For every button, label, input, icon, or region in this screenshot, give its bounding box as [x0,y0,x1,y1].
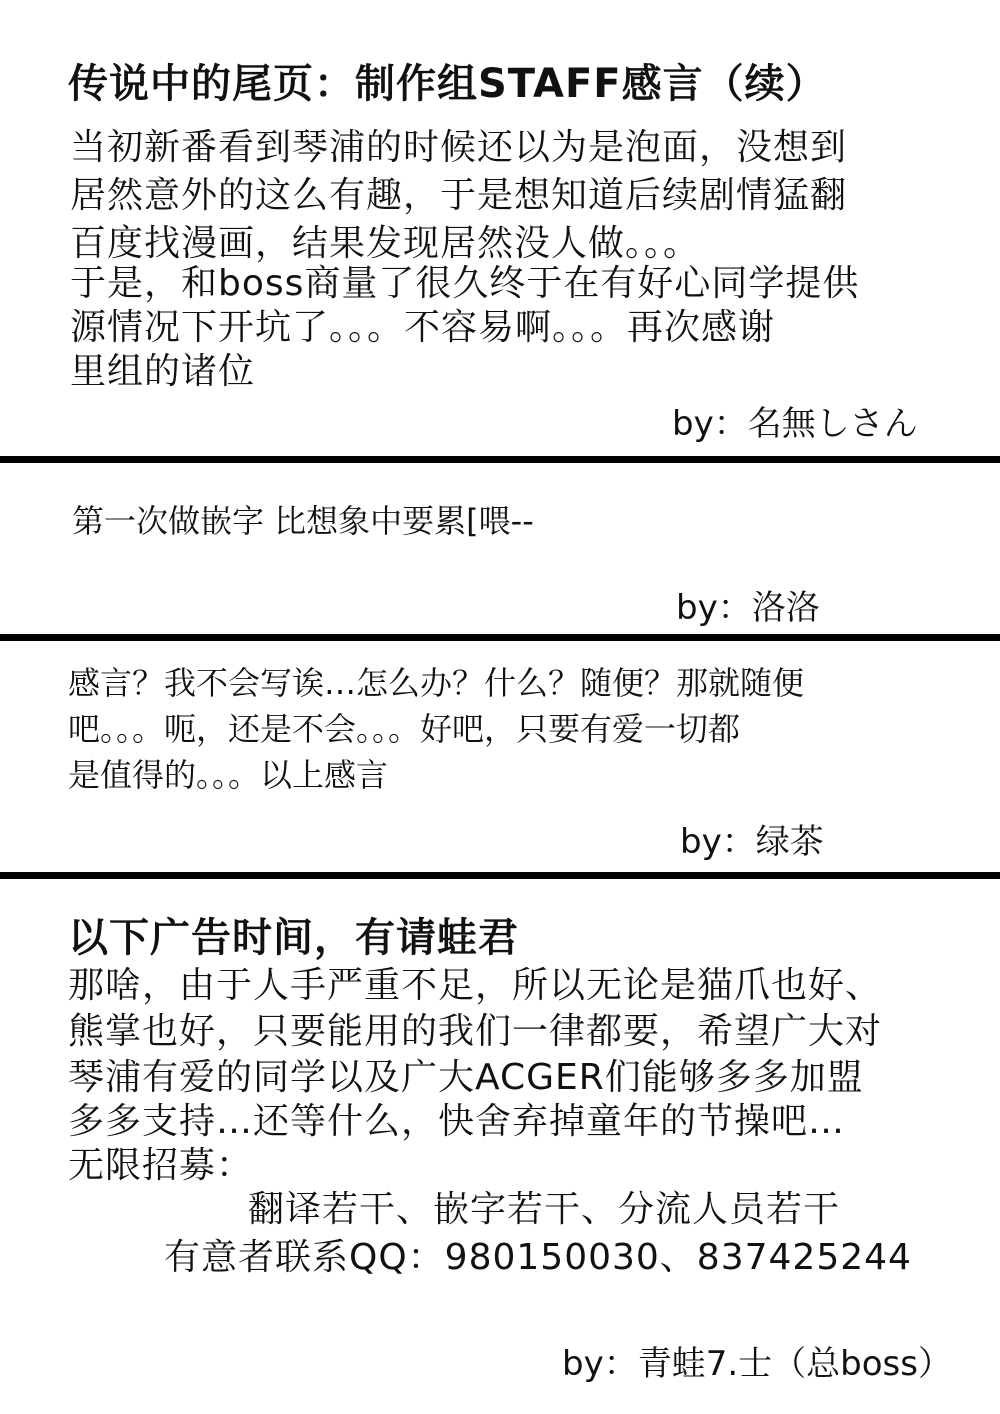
signature: by：青蛙7.士（总boss） [562,1344,952,1384]
ad-line: 那啥，由于人手严重不足，所以无论是猫爪也好、 [68,965,883,1006]
comment-line: 于是，和boss商量了很久终于在有好心同学提供 [70,263,860,304]
signature: by：绿茶 [680,822,824,862]
comment-line: 源情况下开坑了。。。不容易啊。。。再次感谢 [70,307,776,348]
signature: by：名無しさん [672,404,918,444]
contact-qq: 有意者联系QQ：980150030、837425244 [164,1237,912,1278]
page-title: 传说中的尾页：制作组STAFF感言（续） [68,61,827,107]
ad-line: 熊掌也好，只要能用的我们一律都要，希望广大对 [68,1011,883,1052]
section-title: 以下广告时间，有请蛙君 [68,915,519,961]
comment-line: 吧。。。呃，还是不会。。。好吧，只要有爱一切都 [68,710,741,748]
divider [0,456,1000,463]
comment-line: 当初新番看到琴浦的时候还以为是泡面，没想到 [70,127,848,168]
divider [0,634,1000,641]
comment-line: 里组的诸位 [70,351,256,392]
ad-line: 琴浦有爱的同学以及广大ACGER们能够多多加盟 [68,1057,864,1098]
comment-line: 是值得的。。。以上感言 [68,756,389,794]
ad-line: 无限招募： [68,1145,254,1186]
recruit-positions: 翻译若干、嵌字若干、分流人员若干 [248,1189,841,1230]
comment-line: 居然意外的这么有趣，于是想知道后续剧情猛翻 [70,175,848,216]
comment-line: 感言？我不会写诶…怎么办？什么？随便？那就随便 [68,664,805,702]
divider [0,872,1000,879]
ad-line: 多多支持…还等什么，快舍弃掉童年的节操吧… [68,1101,846,1142]
signature: by：洛洛 [676,588,820,628]
comment-line: 百度找漫画，结果发现居然没人做。。。 [70,223,701,264]
comment-line: 第一次做嵌字 比想象中要累[喂-- [72,502,534,540]
